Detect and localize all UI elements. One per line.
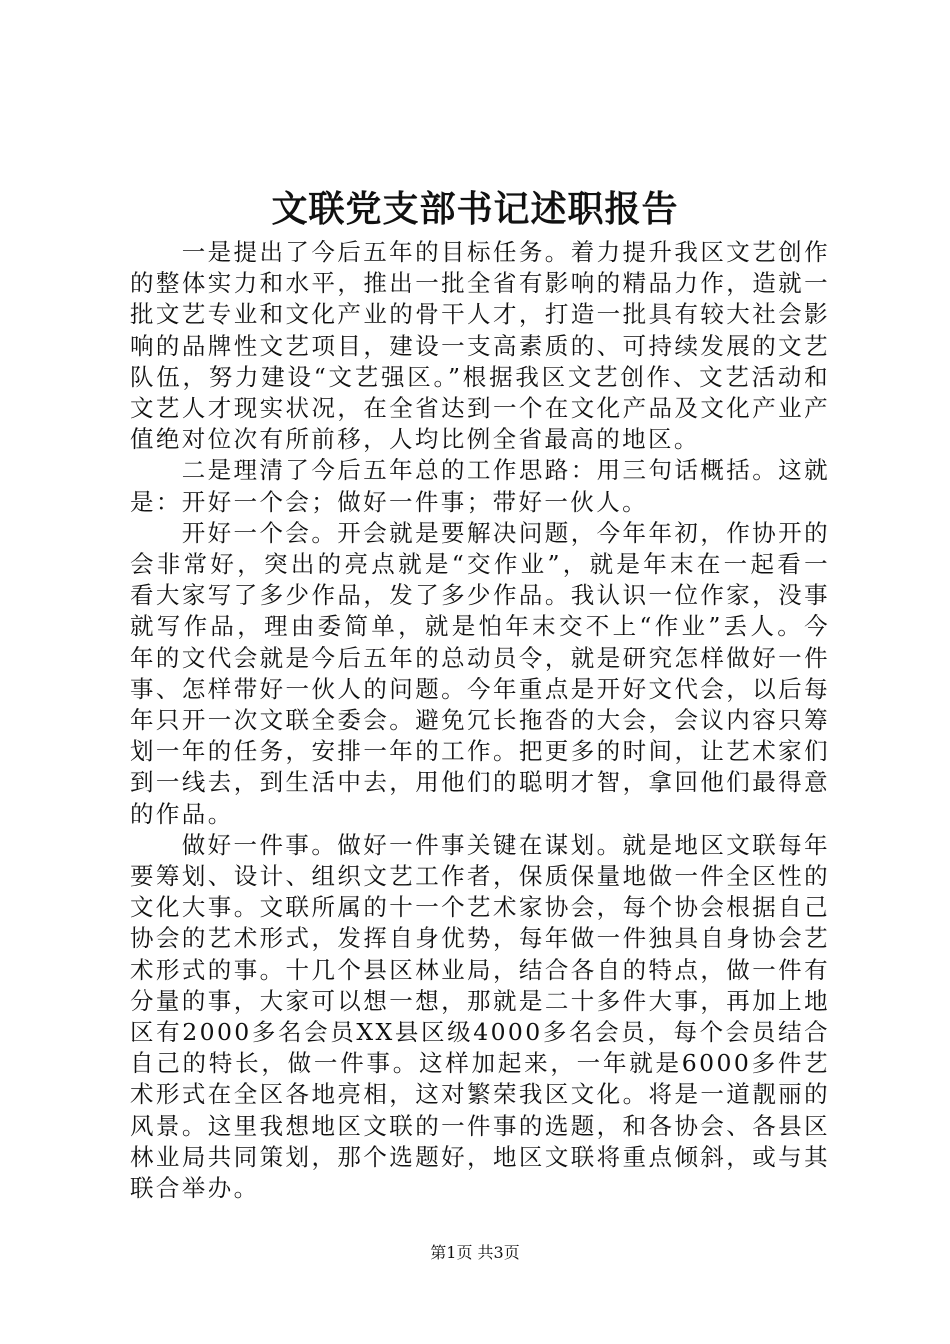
document-title: 文联党支部书记述职报告 — [271, 188, 679, 230]
paragraph-goals: 一是提出了今后五年的目标任务。着力提升我区文艺创作的整体实力和水平，推出一批全省有影响的精品力作，造就一批文艺专业和文化产业的骨干人才，打造一批具有较大社会影响的品牌性文艺项目，建设一支高素质的、可持续发展的文艺队伍，努力建设“文艺强区。”根据我区文艺创作、文艺活动和文艺人才现实状况，在全省达到一个在文化产品及文化产业产值绝对位次有所前移，人均比例全省最高的地区。 — [130, 238, 830, 454]
paragraph-meeting: 开好一个会。开会就是要解决问题，今年年初，作协开的会非常好，突出的亮点就是“交作业”，就是年末在一起看一看大家写了多少作品，发了多少作品。我认识一位作家，没事就写作品，理由委简单，就是怕年末交不上“作业”丢人。今年的文代会就是今后五年的总动员令，就是研究怎样做好一件事、怎样带好一伙人的问题。今年重点是开好文代会，以后每年只开一次文联全委会。避免冗长拖沓的大会，会议内容只筹划一年的任务，安排一年的工作。把更多的时间，让艺术家们到一线去，到生活中去，用他们的聪明才智，拿回他们最得意的作品。 — [130, 518, 830, 828]
paragraph-approach: 二是理清了今后五年总的工作思路：用三句话概括。这就是：开好一个会；做好一件事；带好一伙人。 — [130, 456, 830, 516]
page-number-footer: 第1页 共3页 — [430, 1243, 520, 1262]
paragraph-one-thing: 做好一件事。做好一件事关键在谋划。就是地区文联每年要筹划、设计、组织文艺工作者，保质保量地做一件全区性的文化大事。文联所属的十一个艺术家协会，每个协会根据自己协会的艺术形式，发挥自身优势，每年做一件独具自身协会艺术形式的事。十几个县区林业局，结合各自的特点，做一件有分量的事，大家可以想一想，那就是二十多件大事，再加上地区有2000多名会员XX县区级4000多名会员，每个会员结合自己的特长，做一件事。这样加起来，一年就是6000多件艺术形式在全区各地亮相，这对繁荣我区文化。将是一道靓丽的风景。这里我想地区文联的一件事的选题，和各协会、各县区林业局共同策划，那个选题好，地区文联将重点倾斜，或与其联合举办。 — [130, 830, 830, 1203]
document-body — [130, 237, 830, 1204]
